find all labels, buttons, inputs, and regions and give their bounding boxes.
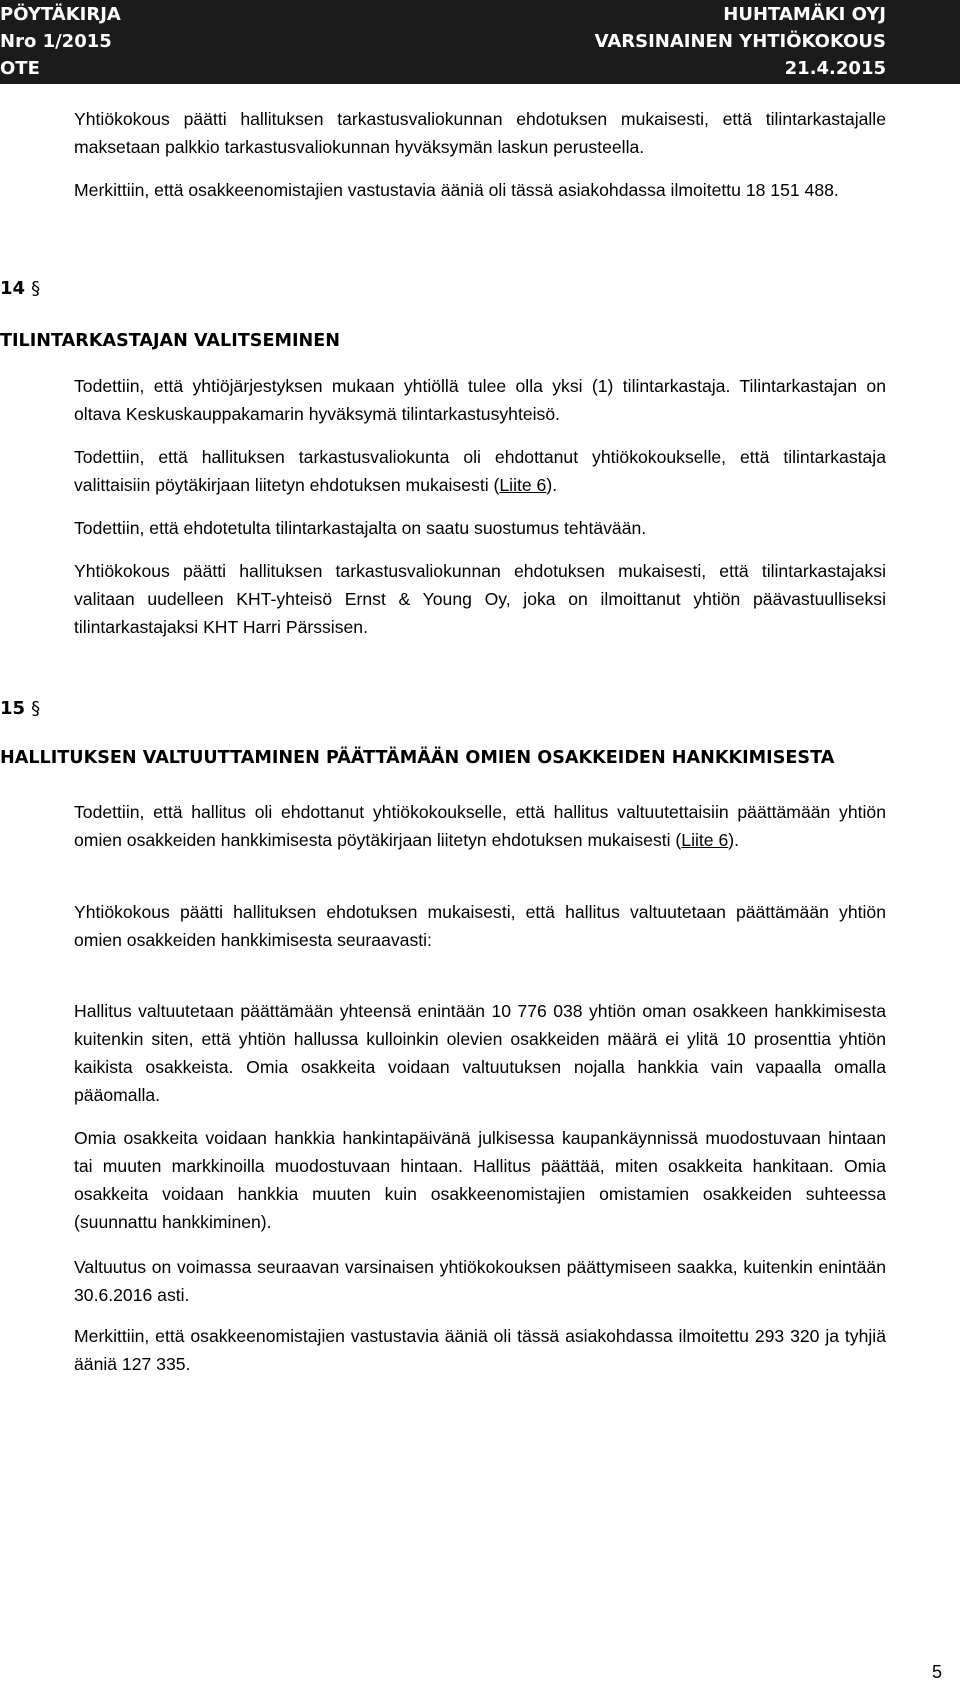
- paragraph: Yhtiökokous päätti hallituksen tarkastusvaliokunnan ehdotuksen mukaisesti, että tilintarkastajalle maksetaan palkkio tarkastusvaliokunnan hyväksymän laskun perusteella.: [74, 109, 886, 157]
- paragraph: Omia osakkeita voidaan hankkia hankintapäivänä julkisessa kaupankäynnissä muodostuvaan hintaan tai muuten markkinoilla muodostuvaan hintaan. Hallitus päättää, miten osakkeita hankitaan. Omia osakkeita voidaan hankkia muuten kuin osakkeenomistajien omistamien osakkeiden suhteessa (suunnattu hankkiminen).: [74, 1128, 886, 1232]
- section-symbol: §: [31, 698, 41, 719]
- paragraph: Yhtiökokous päätti hallituksen tarkastusvaliokunnan ehdotuksen mukaisesti, että tilintarkastajaksi valitaan uudelleen KHT-yhteisö Ernst & Young Oy, joka on ilmoittanut yhtiön päävastuulliseksi tilintarkastajaksi KHT Harri Pärssisen.: [74, 561, 886, 637]
- appendix-link[interactable]: Liite 6: [499, 475, 547, 495]
- paragraph: Todettiin, että hallitus oli ehdottanut yhtiökokoukselle, että hallitus valtuutettaisiin päättämään yhtiön omien osakkeiden hankkimisesta pöytäkirjaan liitetyn ehdotuksen mukaisesti (Liite 6).: [74, 802, 886, 850]
- doc-extract: OTE: [0, 58, 40, 79]
- company-name: HUHTAMÄKI OYJ: [723, 4, 886, 25]
- paragraph: Valtuutus on voimassa seuraavan varsinaisen yhtiökokouksen päättymiseen saakka, kuitenkin enintään 30.6.2016 asti.: [74, 1257, 886, 1305]
- paragraph: Todettiin, että yhtiöjärjestyksen mukaan yhtiöllä tulee olla yksi (1) tilintarkastaja. Tilintarkastajan on oltava Keskuskauppakamarin hyväksymä tilintarkastusyhteisö.: [74, 376, 886, 424]
- paragraph: Hallitus valtuutetaan päättämään yhteensä enintään 10 776 038 yhtiön oman osakkeen hankkimisesta kuitenkin siten, että yhtiön hallussa kulloinkin olevien osakkeiden määrä ei ylitä 10 prosenttia yhtiön kaikista osakkeista. Omia osakkeita voidaan valtuutuksen nojalla hankkia vain vapaalla omalla pääomalla.: [74, 1001, 886, 1105]
- page-number: 5: [931, 1662, 942, 1682]
- section-heading: HALLITUKSEN VALTUUTTAMINEN PÄÄTTÄMÄÄN OMIEN OSAKKEIDEN HANKKIMISESTA: [0, 748, 835, 768]
- appendix-link[interactable]: Liite 6: [681, 830, 729, 850]
- doc-number: Nro 1/2015: [0, 31, 112, 52]
- paragraph: Todettiin, että hallituksen tarkastusvaliokunta oli ehdottanut yhtiökokoukselle, että tilintarkastaja valittaisiin pöytäkirjaan liitetyn ehdotuksen mukaisesti (Liite 6).: [74, 447, 886, 495]
- section-number: 14 §: [0, 278, 41, 299]
- section-symbol: §: [31, 278, 41, 299]
- paragraph: Todettiin, että ehdotetulta tilintarkastajalta on saatu suostumus tehtävään.: [74, 518, 647, 538]
- paragraph: Yhtiökokous päätti hallituksen ehdotuksen mukaisesti, että hallitus valtuutetaan päättämään yhtiön omien osakkeiden hankkimisesta seuraavasti:: [74, 902, 886, 950]
- section-heading: TILINTARKASTAJAN VALITSEMINEN: [0, 331, 341, 351]
- doc-type: PÖYTÄKIRJA: [0, 4, 121, 25]
- document-header: [0, 0, 960, 84]
- meeting-name: VARSINAINEN YHTIÖKOKOUS: [594, 31, 886, 52]
- meeting-date: 21.4.2015: [784, 58, 886, 79]
- paragraph: Merkittiin, että osakkeenomistajien vastustavia ääniä oli tässä asiakohdassa ilmoitettu 18 151 488.: [74, 180, 839, 200]
- paragraph: Merkittiin, että osakkeenomistajien vastustavia ääniä oli tässä asiakohdassa ilmoitettu 293 320 ja tyhjiä ääniä 127 335.: [74, 1326, 886, 1374]
- section-number: 15 §: [0, 698, 41, 719]
